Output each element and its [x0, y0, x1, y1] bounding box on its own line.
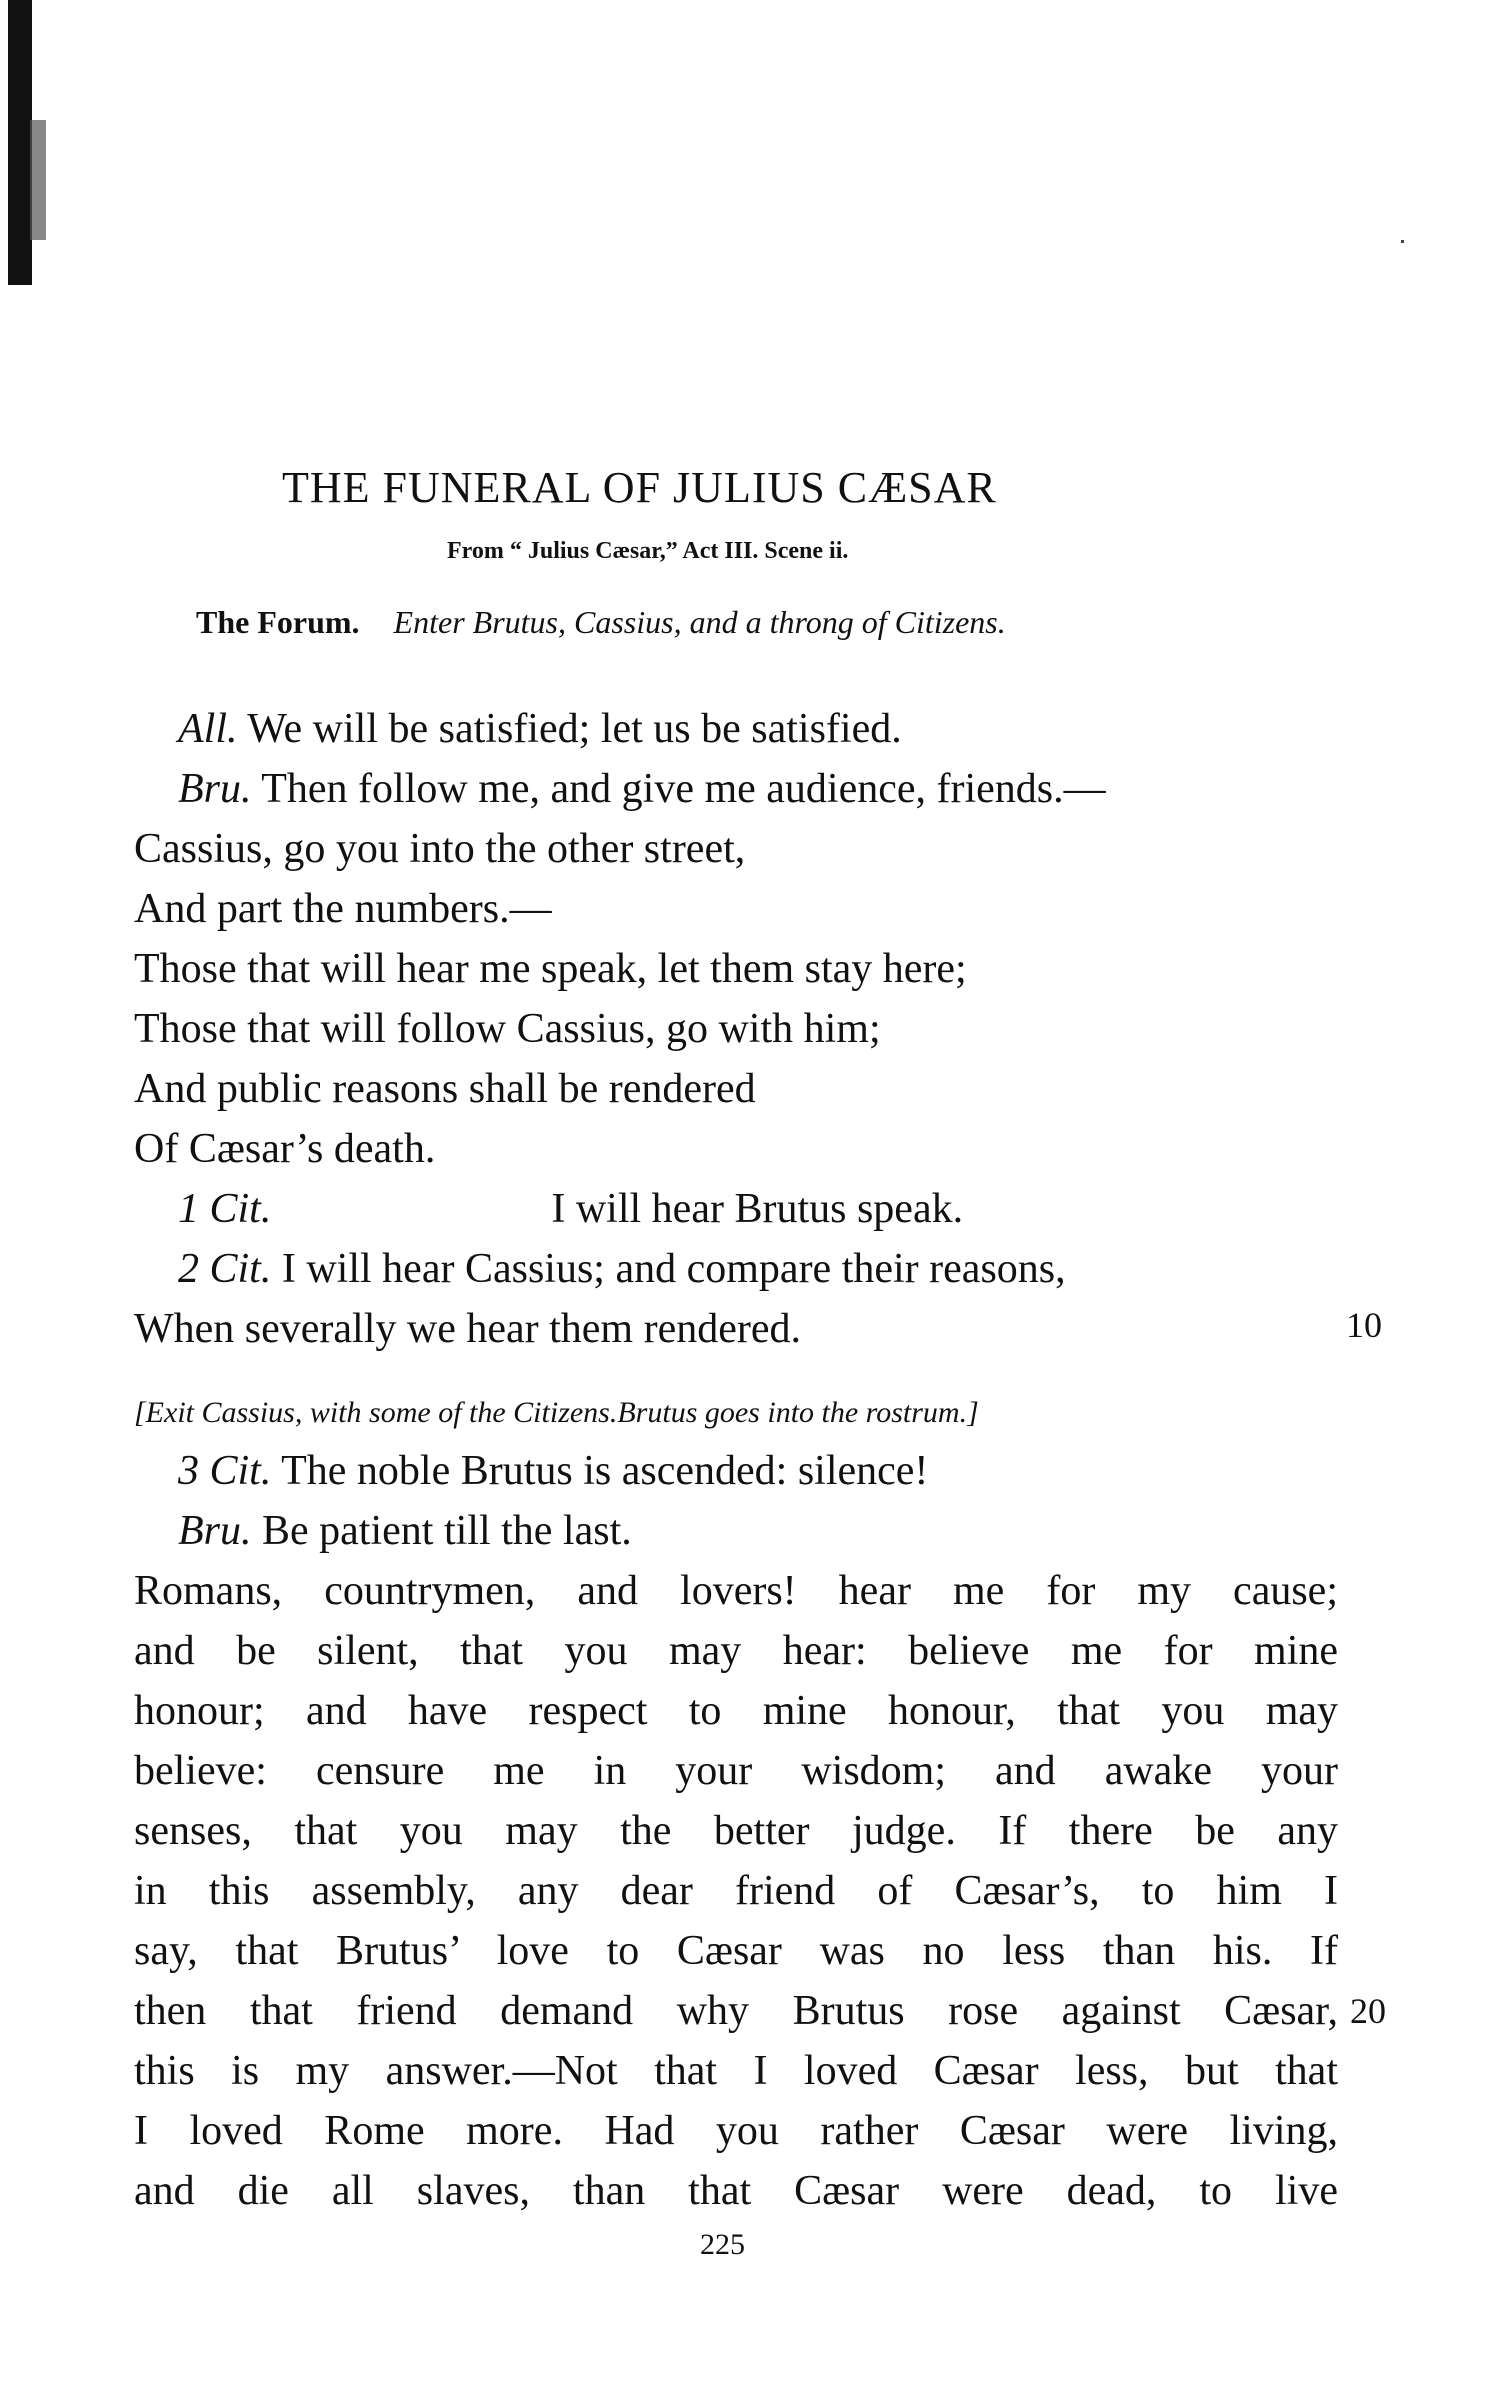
prose-line: Romans, countrymen, and lovers! hear me for my cause;	[134, 1568, 1338, 1614]
line-text: The noble Brutus is ascended: silence!	[281, 1448, 929, 1494]
page-title: THE FUNERAL OF JULIUS CÆSAR	[282, 463, 997, 512]
speaker-label: Bru.	[178, 766, 252, 812]
prose-line: believe: censure me in your wisdom; and awake your	[134, 1748, 1338, 1794]
line-text: Then follow me, and give me audience, friends.—	[261, 766, 1106, 812]
verse-line	[178, 764, 1106, 814]
prose-line: this is my answer.—Not that I loved Cæsar less, but that	[134, 2048, 1338, 2094]
verse-line: Cassius, go you into the other street,	[134, 826, 746, 872]
verse-line: Those that will follow Cassius, go with him;	[134, 1006, 881, 1052]
verse-line: Of Cæsar’s death.	[134, 1126, 436, 1172]
line-number: 20	[1350, 1991, 1386, 2031]
setting-location: The Forum.	[196, 604, 360, 640]
stage-direction-rostrum: Brutus goes into the rostrum.]	[617, 1396, 979, 1429]
speaker-label: Bru.	[178, 1508, 252, 1554]
line-number: 10	[1346, 1305, 1382, 1345]
verse-line	[178, 1506, 632, 1556]
line-text: I will hear Brutus speak.	[551, 1186, 964, 1232]
verse-line	[178, 1244, 1066, 1294]
line-text: I will hear Cassius; and compare their reasons,	[281, 1246, 1066, 1292]
prose-line: senses, that you may the better judge. If there be any	[134, 1808, 1338, 1854]
prose-line: say, that Brutus’ love to Cæsar was no less than his. If	[134, 1928, 1338, 1974]
stage-direction	[134, 1384, 979, 1438]
prose-line: then that friend demand why Brutus rose against Cæsar,	[134, 1988, 1338, 2034]
verse-line: When severally we hear them rendered.	[134, 1306, 801, 1352]
verse-line: Those that will hear me speak, let them stay here;	[134, 946, 967, 992]
speaker-label: 3 Cit.	[178, 1448, 272, 1494]
verse-line: And public reasons shall be rendered	[134, 1066, 756, 1112]
speaker-label: All.	[178, 706, 238, 752]
prose-line: in this assembly, any dear friend of Cæsar’s, to him I	[134, 1868, 1338, 1914]
setting-stage-direction: Enter Brutus, Cassius, and a throng of Citizens.	[393, 604, 1006, 640]
verse-line	[178, 704, 902, 754]
prose-line: and be silent, that you may hear: believe me for mine	[134, 1628, 1338, 1674]
source-note: From “ Julius Cæsar,” Act III. Scene ii.	[447, 538, 849, 564]
prose-line: honour; and have respect to mine honour, that you may	[134, 1688, 1338, 1734]
verse-line	[178, 1446, 928, 1496]
speaker-label: 2 Cit.	[178, 1246, 272, 1292]
verse-line: And part the numbers.—	[134, 886, 552, 932]
prose-line: I loved Rome more. Had you rather Cæsar were living,	[134, 2108, 1338, 2154]
stage-direction-exit: [Exit Cassius, with some of the Citizens.	[134, 1396, 618, 1429]
scan-edge-shadow	[8, 0, 32, 285]
line-text: Be patient till the last.	[262, 1508, 632, 1554]
scan-speck	[1401, 240, 1404, 243]
verse-line	[178, 1184, 963, 1234]
prose-line: and die all slaves, than that Cæsar were dead, to live	[134, 2168, 1338, 2214]
line-text: We will be satisfied; let us be satisfied.	[247, 706, 902, 752]
scene-setting	[196, 604, 1006, 641]
page-number: 225	[700, 2228, 745, 2261]
speaker-label: 1 Cit.	[178, 1186, 272, 1232]
